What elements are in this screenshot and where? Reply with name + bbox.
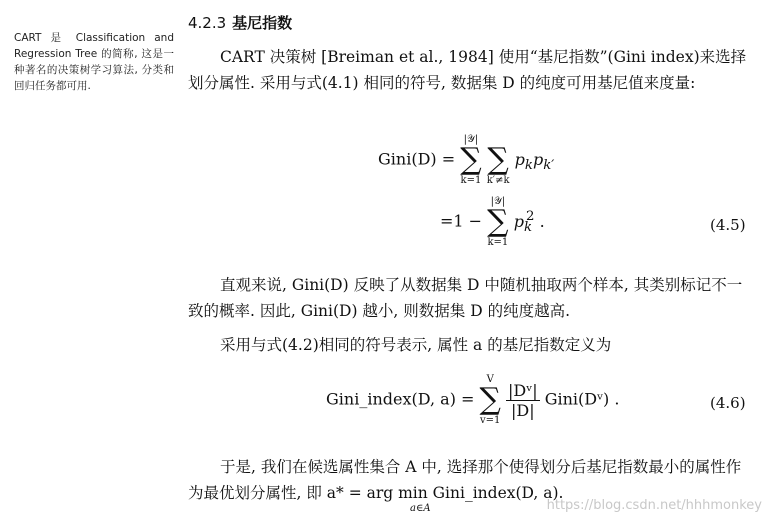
section-number: 4.2.3 (188, 14, 227, 32)
fraction-numerator: |Dᵛ| (508, 380, 538, 400)
equation-4-6 (326, 374, 619, 426)
inner-sum-lower: k′≠k (486, 175, 510, 186)
fraction-denominator: |D| (511, 400, 535, 420)
section-heading (188, 12, 292, 33)
paragraph-intro: CART 决策树 [Breiman et al., 1984] 使用“基尼指数”(Gini index)来选择划分属性. 采用与式(4.1) 相同的符号, 数据集 D 的纯度可用基尼值来度量: (188, 48, 747, 92)
weight-fraction (506, 381, 540, 420)
gini-index-lhs: Gini_index(D, a) = (326, 389, 475, 409)
equation-4-5-line-2 (440, 196, 545, 248)
squared-term: $p_k^2$ . (513, 209, 545, 235)
gini-subset-term: Gini(Dᵛ) . (544, 389, 620, 409)
outer-sum-lower: k=1 (460, 175, 482, 186)
equation-number-4-6: (4.6) (710, 394, 746, 412)
watermark: https://blog.csdn.net/hhhmonkey (546, 498, 762, 513)
margin-note: CART 是 Classification and Regression Tree 的简称, 这是一种著名的决策树学习算法, 分类和回归任务都可用. (14, 32, 174, 92)
gini-lhs: Gini(D) (378, 149, 437, 169)
outer-sum: |𝒴| ∑ k=1 (460, 134, 482, 186)
equation-4-5-line-1: Gini(D) = |𝒴| ∑ k=1 ∑ k′≠k $p_kp_{k'}$ (378, 134, 555, 186)
inner-sum: ∑ k′≠k (486, 142, 510, 186)
product-term: $p_kp_{k'}$ (514, 149, 555, 173)
paragraph-definition: 采用与式(4.2)相同的符号表示, 属性 a 的基尼指数定义为 (220, 336, 612, 354)
eq46-sum-lower: v=1 (480, 415, 501, 426)
paragraph-conclusion: 于是, 我们在候选属性集合 A 中, 选择那个使得划分后基尼指数最小的属性作为最优划分属性, 即 a* = arg min Gini_index(D, a). (188, 458, 742, 502)
line2-sum-upper: |𝒴| (490, 196, 506, 207)
eq46-sum-upper: V (486, 374, 494, 385)
argmin-subscript: a∈A (410, 503, 431, 514)
line2-sum-lower: k=1 (487, 237, 509, 248)
equation-number-4-5: (4.5) (710, 216, 746, 234)
outer-sum-upper: |𝒴| (463, 134, 479, 145)
line2-sum: |𝒴| ∑ k=1 (487, 196, 509, 248)
paragraph-interpretation: 直观来说, Gini(D) 反映了从数据集 D 中随机抽取两个样本, 其类别标记不一致的概率. 因此, Gini(D) 越小, 则数据集 D 的纯度越高. (188, 276, 743, 320)
eq46-sum: V ∑ v=1 (479, 374, 501, 426)
section-title-text: 基尼指数 (232, 14, 293, 32)
line2-prefix: =1 − (440, 211, 483, 231)
